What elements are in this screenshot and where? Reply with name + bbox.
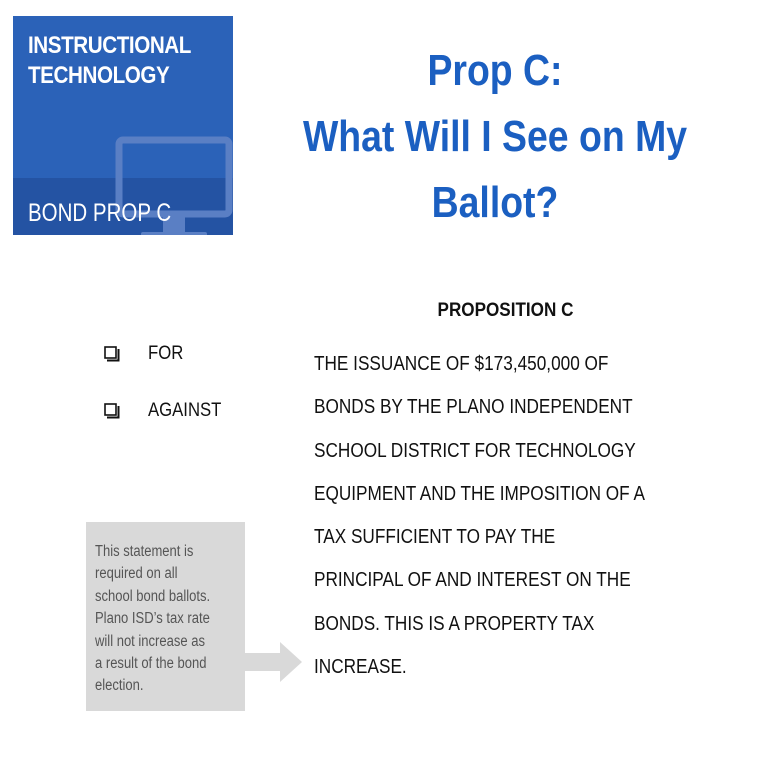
tax-statement-note — [86, 522, 245, 711]
proposition-line: TAX SUFFICIENT TO PAY THE — [314, 526, 556, 549]
proposition-heading: PROPOSITION C — [437, 300, 573, 321]
note-line: election. — [95, 677, 144, 695]
logo-subtitle-bond-prop-c: BOND PROP C — [28, 199, 172, 227]
ballot-option-label: AGAINST — [148, 400, 222, 421]
proposition-text — [314, 343, 754, 689]
checkbox-icon[interactable] — [104, 403, 120, 419]
note-line: required on all — [95, 565, 178, 583]
proposition-line: PRINCIPAL OF AND INTEREST ON THE — [314, 569, 631, 592]
note-line: will not increase as — [95, 632, 206, 650]
title-line-1: Prop C: — [427, 46, 563, 95]
title-line-2: What Will I See on My — [302, 112, 688, 161]
note-text — [95, 541, 265, 698]
proposition-line: BONDS BY THE PLANO INDEPENDENT — [314, 396, 633, 419]
ballot-option-label: FOR — [148, 343, 184, 364]
right-arrow-icon — [244, 642, 302, 682]
title-line-3: Ballot? — [431, 178, 559, 227]
proposition-line: SCHOOL DISTRICT FOR TECHNOLOGY — [314, 439, 636, 462]
logo-line-technology: TECHNOLOGY — [28, 62, 170, 89]
note-line: Plano ISD’s tax rate — [95, 610, 210, 628]
note-line: This statement is — [95, 543, 194, 560]
proposition-line: INCREASE. — [314, 656, 407, 679]
proposition-line: THE ISSUANCE OF $173,450,000 OF — [314, 353, 609, 375]
page-title — [255, 38, 735, 236]
logo-line-instructional: INSTRUCTIONAL — [28, 32, 191, 59]
ballot-option-against[interactable] — [104, 400, 231, 422]
checkbox-icon[interactable] — [104, 346, 120, 362]
note-line: a result of the bond — [95, 655, 207, 673]
note-line: school bond ballots. — [95, 587, 211, 605]
ballot-option-for[interactable] — [104, 343, 188, 365]
proposition-line: BONDS. THIS IS A PROPERTY TAX — [314, 612, 595, 635]
instructional-technology-logo — [13, 16, 233, 235]
proposition-line: EQUIPMENT AND THE IMPOSITION OF A — [314, 482, 645, 505]
